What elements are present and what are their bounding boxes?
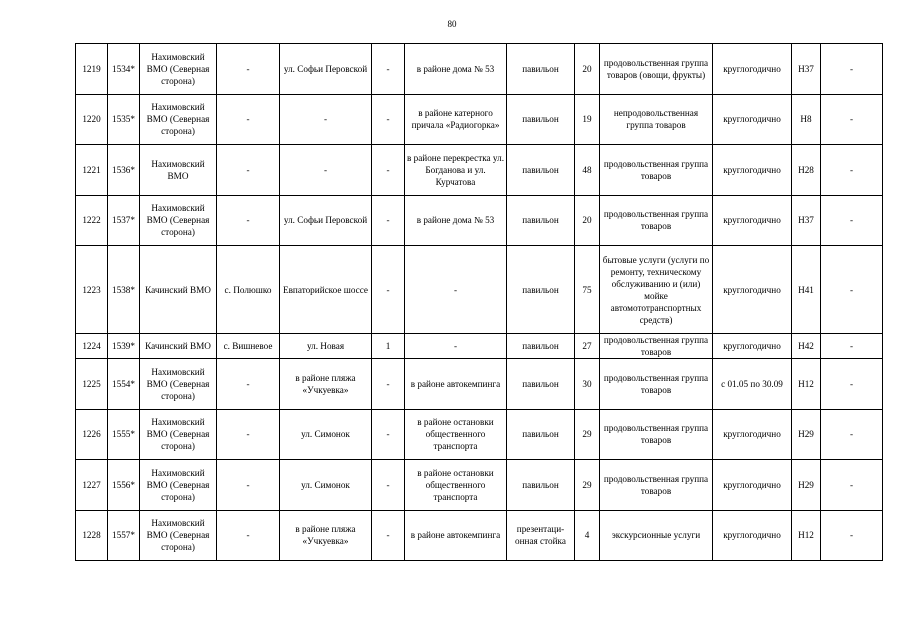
cell-row-number: 1221 (76, 145, 108, 196)
cell-note: - (821, 359, 883, 410)
cell-area: 4 (575, 510, 600, 561)
cell-scheme-code: Н28 (792, 145, 821, 196)
cell-note: - (821, 510, 883, 561)
table-row (76, 44, 883, 95)
cell-district: Качинский ВМО (140, 334, 217, 359)
cell-operating-period: круглогодично (713, 409, 792, 460)
cell-location-reference: в районе автокемпинга (405, 359, 507, 410)
cell-row-number: 1224 (76, 334, 108, 359)
cell-area: 27 (575, 334, 600, 359)
table-row (76, 94, 883, 145)
cell-specialization: продовольственная группа товаров (600, 145, 713, 196)
cell-settlement: - (217, 510, 280, 561)
cell-area: 20 (575, 195, 600, 246)
cell-operating-period: круглогодично (713, 44, 792, 95)
cell-district: Нахимовский ВМО (Северная сторона) (140, 94, 217, 145)
registry-table (75, 43, 883, 561)
cell-row-number: 1228 (76, 510, 108, 561)
cell-settlement: - (217, 195, 280, 246)
cell-settlement: - (217, 460, 280, 511)
cell-operating-period: круглогодично (713, 195, 792, 246)
cell-operating-period: круглогодично (713, 460, 792, 511)
cell-scheme-code: Н37 (792, 195, 821, 246)
cell-operating-period: круглогодично (713, 246, 792, 334)
cell-operating-period: круглогодично (713, 145, 792, 196)
cell-street: в районе пляжа «Учкуевка» (280, 510, 372, 561)
cell-row-number: 1225 (76, 359, 108, 410)
cell-location-reference: в районе дома № 53 (405, 44, 507, 95)
cell-settlement: - (217, 44, 280, 95)
cell-object-type: павильон (507, 409, 575, 460)
cell-location-reference: в районе перекрестка ул. Богданова и ул. Курчатова (405, 145, 507, 196)
cell-location-reference: в районе дома № 53 (405, 195, 507, 246)
cell-house-number: - (372, 460, 405, 511)
cell-specialization: продовольственная группа товаров (600, 334, 713, 359)
cell-note: - (821, 145, 883, 196)
cell-registry-number: 1557* (108, 510, 140, 561)
cell-area: 30 (575, 359, 600, 410)
cell-note: - (821, 334, 883, 359)
cell-object-type: павильон (507, 195, 575, 246)
cell-registry-number: 1556* (108, 460, 140, 511)
cell-object-type: павильон (507, 94, 575, 145)
cell-location-reference: в районе катерного причала «Радиогорка» (405, 94, 507, 145)
table-row (76, 409, 883, 460)
cell-house-number: - (372, 195, 405, 246)
cell-specialization: продовольственная группа товаров (овощи, фрукты) (600, 44, 713, 95)
cell-house-number: - (372, 246, 405, 334)
cell-area: 29 (575, 409, 600, 460)
cell-row-number: 1223 (76, 246, 108, 334)
cell-operating-period: с 01.05 по 30.09 (713, 359, 792, 410)
cell-scheme-code: Н37 (792, 44, 821, 95)
cell-district: Качинский ВМО (140, 246, 217, 334)
cell-specialization: непродовольственная группа товаров (600, 94, 713, 145)
table-row (76, 334, 883, 359)
cell-district: Нахимовский ВМО (140, 145, 217, 196)
cell-house-number: - (372, 359, 405, 410)
cell-area: 48 (575, 145, 600, 196)
cell-registry-number: 1535* (108, 94, 140, 145)
cell-scheme-code: Н8 (792, 94, 821, 145)
cell-note: - (821, 94, 883, 145)
cell-district: Нахимовский ВМО (Северная сторона) (140, 510, 217, 561)
cell-note: - (821, 44, 883, 95)
cell-scheme-code: Н41 (792, 246, 821, 334)
cell-operating-period: круглогодично (713, 334, 792, 359)
cell-area: 29 (575, 460, 600, 511)
cell-object-type: павильон (507, 246, 575, 334)
cell-scheme-code: Н29 (792, 409, 821, 460)
cell-specialization: продовольственная группа товаров (600, 460, 713, 511)
cell-scheme-code: Н42 (792, 334, 821, 359)
cell-specialization: бытовые услуги (услуги по ремонту, техническому обслуживанию и (или) мойке автомототранспортных средств) (600, 246, 713, 334)
cell-registry-number: 1539* (108, 334, 140, 359)
table-row (76, 145, 883, 196)
cell-note: - (821, 409, 883, 460)
cell-object-type: павильон (507, 334, 575, 359)
cell-note: - (821, 460, 883, 511)
cell-specialization: продовольственная группа товаров (600, 359, 713, 410)
cell-specialization: продовольственная группа товаров (600, 409, 713, 460)
cell-street: ул. Симонок (280, 409, 372, 460)
cell-registry-number: 1538* (108, 246, 140, 334)
table-row (76, 359, 883, 410)
cell-street: ул. Новая (280, 334, 372, 359)
cell-house-number: - (372, 510, 405, 561)
cell-location-reference: - (405, 334, 507, 359)
cell-location-reference: в районе остановки общественного транспорта (405, 460, 507, 511)
cell-note: - (821, 246, 883, 334)
cell-note: - (821, 195, 883, 246)
cell-registry-number: 1555* (108, 409, 140, 460)
cell-scheme-code: Н12 (792, 359, 821, 410)
cell-scheme-code: Н12 (792, 510, 821, 561)
cell-object-type: павильон (507, 145, 575, 196)
cell-location-reference: - (405, 246, 507, 334)
cell-settlement: - (217, 359, 280, 410)
cell-specialization: продовольственная группа товаров (600, 195, 713, 246)
cell-district: Нахимовский ВМО (Северная сторона) (140, 359, 217, 410)
cell-street: ул. Софьи Перовской (280, 44, 372, 95)
cell-area: 75 (575, 246, 600, 334)
cell-house-number: - (372, 145, 405, 196)
cell-district: Нахимовский ВМО (Северная сторона) (140, 44, 217, 95)
cell-district: Нахимовский ВМО (Северная сторона) (140, 409, 217, 460)
cell-street: - (280, 145, 372, 196)
table-row (76, 246, 883, 334)
cell-row-number: 1219 (76, 44, 108, 95)
table-row (76, 195, 883, 246)
cell-district: Нахимовский ВМО (Северная сторона) (140, 460, 217, 511)
cell-street: в районе пляжа «Учкуевка» (280, 359, 372, 410)
cell-registry-number: 1554* (108, 359, 140, 410)
cell-row-number: 1222 (76, 195, 108, 246)
cell-settlement: - (217, 94, 280, 145)
cell-street: Евпаторийское шоссе (280, 246, 372, 334)
cell-settlement: с. Полюшко (217, 246, 280, 334)
cell-object-type: павильон (507, 359, 575, 410)
cell-object-type: павильон (507, 44, 575, 95)
cell-operating-period: круглогодично (713, 94, 792, 145)
cell-street: - (280, 94, 372, 145)
cell-registry-number: 1534* (108, 44, 140, 95)
cell-row-number: 1227 (76, 460, 108, 511)
cell-registry-number: 1536* (108, 145, 140, 196)
cell-row-number: 1226 (76, 409, 108, 460)
cell-settlement: с. Вишневое (217, 334, 280, 359)
cell-location-reference: в районе автокемпинга (405, 510, 507, 561)
cell-house-number: - (372, 94, 405, 145)
cell-house-number: - (372, 44, 405, 95)
page-number: 80 (447, 19, 457, 29)
cell-settlement: - (217, 145, 280, 196)
cell-operating-period: круглогодично (713, 510, 792, 561)
cell-row-number: 1220 (76, 94, 108, 145)
cell-house-number: - (372, 409, 405, 460)
table-row (76, 460, 883, 511)
cell-settlement: - (217, 409, 280, 460)
cell-area: 19 (575, 94, 600, 145)
cell-street: ул. Софьи Перовской (280, 195, 372, 246)
cell-area: 20 (575, 44, 600, 95)
cell-registry-number: 1537* (108, 195, 140, 246)
cell-house-number: 1 (372, 334, 405, 359)
cell-object-type: презентаци-онная стойка (507, 510, 575, 561)
cell-location-reference: в районе остановки общественного транспорта (405, 409, 507, 460)
cell-street: ул. Симонок (280, 460, 372, 511)
table-row (76, 510, 883, 561)
cell-object-type: павильон (507, 460, 575, 511)
cell-specialization: экскурсионные услуги (600, 510, 713, 561)
cell-scheme-code: Н29 (792, 460, 821, 511)
cell-district: Нахимовский ВМО (Северная сторона) (140, 195, 217, 246)
